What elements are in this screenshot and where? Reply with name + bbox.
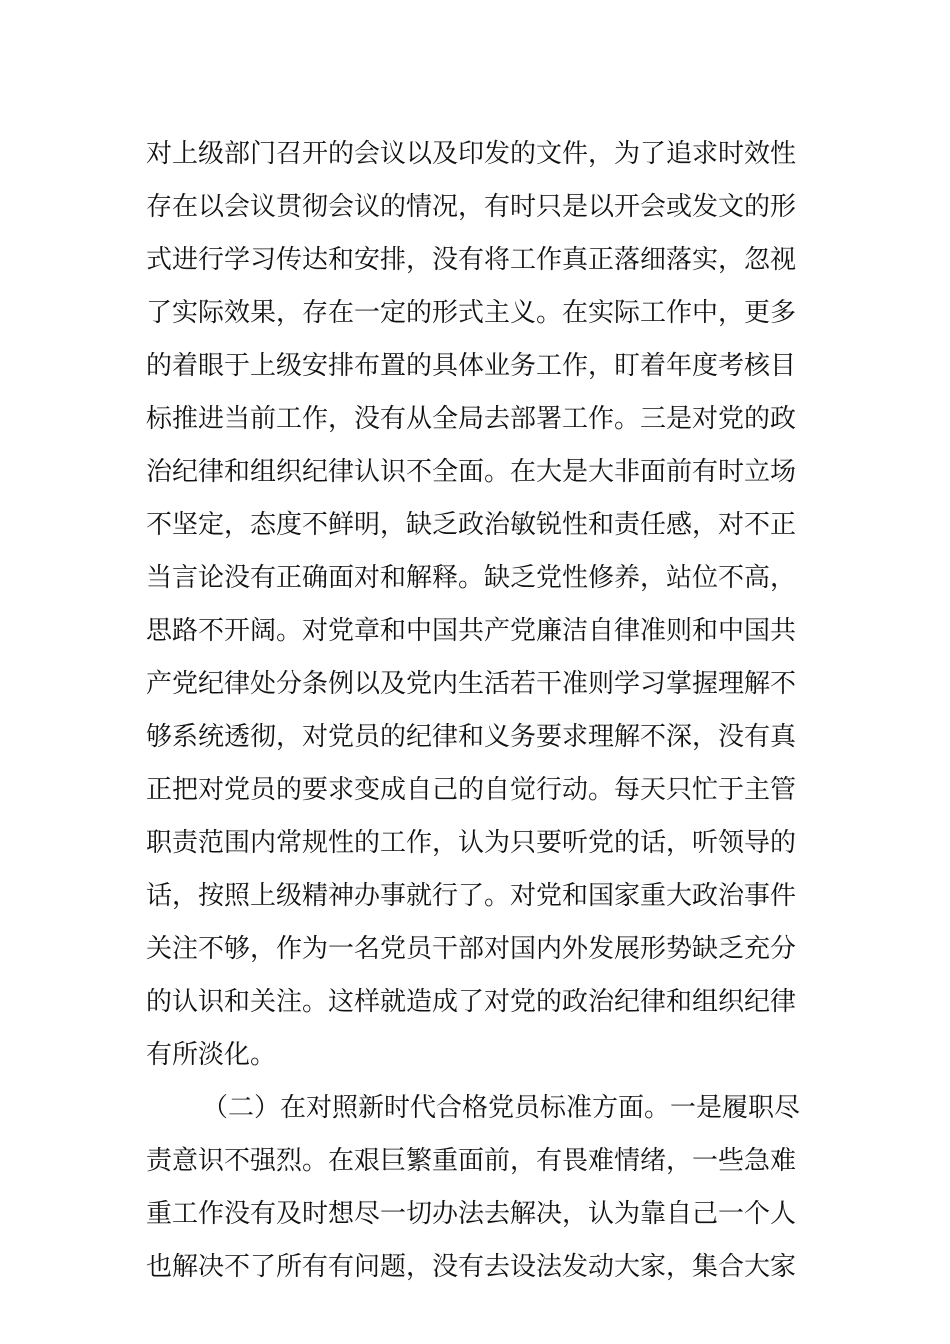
text-line: 重工作没有及时想尽一切办法去解决，认为靠自己一个人 — [146, 1199, 797, 1229]
text-line: 思路不开阔。对党章和中国共产党廉洁自律准则和中国共 — [146, 616, 797, 646]
text-line: 责意识不强烈。在艰巨繁重面前，有畏难情绪，一些急难 — [146, 1146, 797, 1176]
body-text — [146, 128, 826, 1294]
text-line: 式进行学习传达和安排，没有将工作真正落细落实，忽视 — [146, 245, 797, 275]
text-line: 的认识和关注。这样就造成了对党的政治纪律和组织纪律 — [146, 987, 797, 1017]
text-line: 关注不够，作为一名党员干部对国内外发展形势缺乏充分 — [146, 934, 797, 964]
paragraph-2 — [146, 1082, 826, 1294]
text-line: 够系统透彻，对党员的纪律和义务要求理解不深，没有真 — [146, 722, 797, 752]
text-line: 了实际效果，存在一定的形式主义。在实际工作中，更多 — [146, 298, 797, 328]
text-line: 标推进当前工作，没有从全局去部署工作。三是对党的政 — [146, 404, 797, 434]
text-line: 正把对党员的要求变成自己的自觉行动。每天只忙于主管 — [146, 775, 797, 805]
text-line: 对上级部门召开的会议以及印发的文件，为了追求时效性 — [146, 139, 797, 169]
text-line: 当言论没有正确面对和解释。缺乏党性修养，站位不高， — [146, 563, 797, 593]
text-line: （二）在对照新时代合格党员标准方面。一是履职尽 — [202, 1093, 801, 1123]
text-line: 话，按照上级精神办事就行了。对党和国家重大政治事件 — [146, 881, 797, 911]
paragraph-1 — [146, 128, 826, 1082]
text-line: 产党纪律处分条例以及党内生活若干准则学习掌握理解不 — [146, 669, 797, 699]
text-line: 存在以会议贯彻会议的情况，有时只是以开会或发文的形 — [146, 192, 797, 222]
text-line: 的着眼于上级安排布置的具体业务工作，盯着年度考核目 — [146, 351, 797, 381]
text-line: 治纪律和组织纪律认识不全面。在大是大非面前有时立场 — [146, 457, 797, 487]
text-line: 不坚定，态度不鲜明，缺乏政治敏锐性和责任感，对不正 — [146, 510, 797, 540]
text-line: 也解决不了所有有问题，没有去设法发动大家，集合大家 — [146, 1252, 797, 1282]
text-line: 职责范围内常规性的工作，认为只要听党的话，听领导的 — [146, 828, 797, 858]
text-line: 有所淡化。 — [146, 1040, 277, 1070]
